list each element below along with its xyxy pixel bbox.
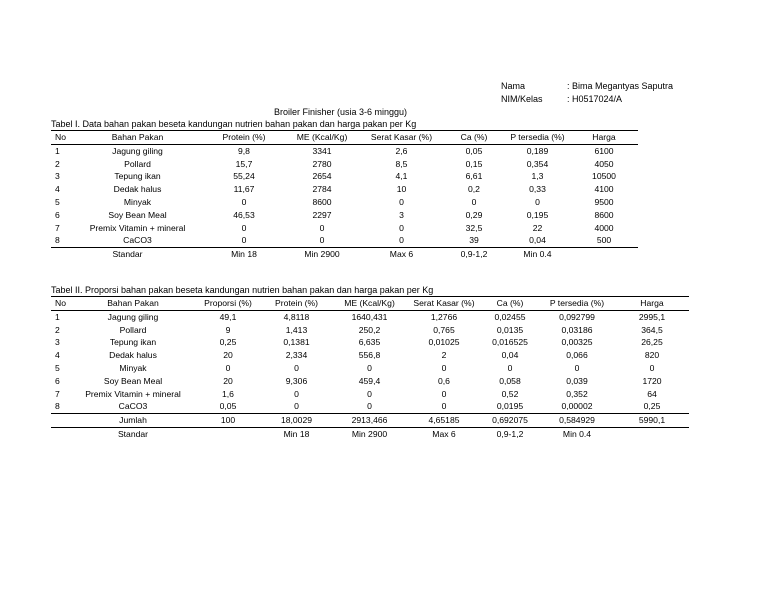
table2-value-cell: 0,04 bbox=[501, 350, 519, 361]
table1-value-cell: 11,67 bbox=[233, 184, 255, 195]
table1-bahan-cell: Tepung ikan bbox=[114, 171, 161, 182]
table2-header-cell: No bbox=[51, 297, 71, 311]
table2-value-cell: 1,6 bbox=[222, 388, 234, 399]
table1-value-cell: 0 bbox=[535, 196, 540, 207]
table2-bahan-cell: Jagung giling bbox=[107, 311, 159, 322]
table2-title: Tabel II. Proporsi bahan pakan beseta kandungan nutrien bahan pakan dan harga pakan per Kg bbox=[51, 285, 434, 295]
table2-value-cell: 26,25 bbox=[641, 337, 663, 348]
table2-value-cell: 20 bbox=[223, 375, 233, 386]
table1-standar-cell: Min 18 bbox=[204, 248, 284, 261]
table1-value-cell: 22 bbox=[532, 222, 543, 233]
table1-row bbox=[51, 170, 638, 183]
table2-standar-cell: 0,9-1,2 bbox=[496, 428, 524, 439]
table1-row bbox=[51, 144, 638, 157]
table1-value-cell: 0 bbox=[399, 235, 404, 246]
table1-value-cell: 32,5 bbox=[465, 222, 483, 233]
table2-standar-cell: Max 6 bbox=[432, 428, 456, 439]
table2-value-cell: 1720 bbox=[642, 375, 662, 386]
table2-value-cell: 0,03186 bbox=[561, 324, 593, 335]
table2-value-cell: 0,52 bbox=[501, 388, 519, 399]
table2-value-cell: 0 bbox=[441, 362, 447, 373]
table1-standar-cell: Max 6 bbox=[360, 248, 443, 261]
table2-value-cell: 1640,431 bbox=[351, 311, 388, 322]
table2-value-cell: 0,039 bbox=[566, 375, 588, 386]
table1-header-cell: Serat Kasar (%) bbox=[360, 131, 443, 145]
table1-value-cell: 10500 bbox=[592, 171, 616, 182]
table2-row bbox=[51, 362, 689, 375]
table2-value-cell: 20 bbox=[223, 350, 233, 361]
table1-no-cell: 4 bbox=[55, 184, 60, 195]
table1-bahan-cell: Jagung giling bbox=[112, 145, 163, 156]
table1-standar-cell: 0,9-1,2 bbox=[443, 248, 505, 261]
table1-no-cell: 7 bbox=[55, 222, 60, 233]
table1-value-cell: 0,29 bbox=[465, 209, 483, 220]
table1-no-cell: 8 bbox=[55, 235, 60, 246]
table2 bbox=[51, 296, 689, 441]
table1-value-cell: 0 bbox=[471, 196, 477, 207]
table1-value-cell: 9,8 bbox=[238, 145, 250, 156]
table1-standar-cell: Min 0.4 bbox=[505, 248, 570, 261]
table1-value-cell: 9500 bbox=[594, 196, 614, 207]
table2-value-cell: 64 bbox=[647, 388, 657, 399]
table1-value-cell: 46,53 bbox=[233, 209, 255, 220]
table2-value-cell: 0,6 bbox=[438, 375, 450, 386]
table2-value-cell: 0,05 bbox=[219, 401, 237, 412]
table1-no-cell: 1 bbox=[55, 145, 60, 156]
table1-value-cell: 4000 bbox=[594, 222, 614, 233]
table2-value-cell: 0,092799 bbox=[559, 311, 595, 322]
table2-no-cell: 5 bbox=[55, 362, 60, 373]
table1-bahan-cell: Soy Bean Meal bbox=[108, 209, 167, 220]
nama-value: : Bima Megantyas Saputra bbox=[567, 81, 674, 91]
table2-value-cell: 0,0135 bbox=[496, 324, 524, 335]
table1-no-cell: 2 bbox=[55, 158, 60, 169]
table2-standar-row bbox=[51, 427, 689, 440]
table2-no-cell: 6 bbox=[55, 375, 60, 386]
table2-value-cell: 2,334 bbox=[285, 350, 308, 361]
table1-no-cell: 6 bbox=[55, 209, 60, 220]
table1-header-cell: Ca (%) bbox=[443, 131, 505, 145]
table2-bahan-cell: Dedak halus bbox=[109, 350, 157, 361]
table2-no-cell: 4 bbox=[55, 350, 60, 361]
table1-value-cell: 8,5 bbox=[395, 158, 408, 169]
table1-standar-cell: Min 2900 bbox=[284, 248, 360, 261]
table2-row bbox=[51, 336, 689, 349]
table2-bahan-cell: Tepung ikan bbox=[109, 337, 157, 348]
table1-row bbox=[51, 196, 638, 209]
table2-value-cell: 49,1 bbox=[219, 311, 237, 322]
table2-bahan-cell: CaCO3 bbox=[118, 401, 148, 412]
table2-value-cell: 0 bbox=[294, 362, 299, 373]
table1-standar-row bbox=[51, 248, 638, 261]
table1-row bbox=[51, 158, 638, 171]
table1-value-cell: 0,195 bbox=[526, 209, 549, 220]
table2-value-cell: 4,8118 bbox=[283, 311, 310, 322]
table1-value-cell: 2297 bbox=[312, 209, 332, 220]
table2-header-cell: Protein (%) bbox=[261, 297, 332, 311]
table1-row bbox=[51, 183, 638, 196]
table2-value-cell: 0,25 bbox=[219, 337, 237, 348]
table1-value-cell: 39 bbox=[469, 235, 479, 246]
table2-no-cell: 2 bbox=[55, 324, 60, 335]
table2-value-cell: 1,2766 bbox=[430, 311, 458, 322]
table1-standar-label: Standar bbox=[51, 248, 204, 261]
table2-no-cell: 1 bbox=[55, 311, 60, 322]
table2-jumlah-cell: 4,65185 bbox=[407, 414, 481, 428]
table1-no-cell: 3 bbox=[55, 171, 60, 182]
table2-value-cell: 556,8 bbox=[358, 350, 381, 361]
table2-value-cell: 0,1381 bbox=[283, 337, 310, 348]
table2-value-cell: 0,25 bbox=[643, 401, 661, 412]
table1-value-cell: 0 bbox=[319, 222, 325, 233]
table2-value-cell: 0 bbox=[367, 401, 372, 412]
table2-value-cell: 820 bbox=[644, 350, 660, 361]
table2-bahan-cell: Premix Vitamin + mineral bbox=[85, 388, 181, 399]
table1-bahan-cell: Pollard bbox=[124, 158, 151, 169]
table1-value-cell: 3341 bbox=[312, 145, 332, 156]
table1-header-cell: Protein (%) bbox=[204, 131, 284, 145]
table2-value-cell: 0,00002 bbox=[561, 401, 593, 412]
table2-row bbox=[51, 310, 689, 323]
table1-value-cell: 0,354 bbox=[526, 158, 549, 169]
table2-value-cell: 364,5 bbox=[641, 324, 663, 335]
table2-value-cell: 0,765 bbox=[433, 324, 455, 335]
table2-value-cell: 250,2 bbox=[358, 324, 381, 335]
table2-value-cell: 9 bbox=[225, 324, 231, 335]
table2-jumlah-cell: 100 bbox=[195, 414, 261, 428]
table1-value-cell: 2780 bbox=[312, 158, 332, 169]
table1-no-cell: 5 bbox=[55, 196, 60, 207]
table1-value-cell: 0 bbox=[241, 222, 247, 233]
table2-header-cell: ME (Kcal/Kg) bbox=[332, 297, 407, 311]
table2-row bbox=[51, 324, 689, 337]
table2-value-cell: 2 bbox=[441, 350, 447, 361]
table1-value-cell: 0,33 bbox=[529, 184, 546, 195]
table2-header-cell: Serat Kasar (%) bbox=[407, 297, 481, 311]
table2-header-cell: Bahan Pakan bbox=[71, 297, 195, 311]
table1-header-cell: ME (Kcal/Kg) bbox=[284, 131, 360, 145]
table1-value-cell: 0 bbox=[241, 196, 247, 207]
table2-value-cell: 0 bbox=[441, 388, 447, 399]
table1-value-cell: 1,3 bbox=[531, 171, 544, 182]
table1-value-cell: 0 bbox=[399, 222, 404, 233]
table2-row bbox=[51, 388, 689, 401]
table2-header-cell: Ca (%) bbox=[481, 297, 539, 311]
table1-header-row bbox=[51, 131, 638, 145]
table2-value-cell: 2995,1 bbox=[638, 311, 666, 322]
table1-value-cell: 2654 bbox=[312, 171, 332, 182]
table2-value-cell: 0,00325 bbox=[561, 337, 593, 348]
table2-value-cell: 0,02455 bbox=[494, 311, 526, 322]
table1-value-cell: 0 bbox=[319, 235, 325, 246]
document-subtitle: Broiler Finisher (usia 3-6 minggu) bbox=[274, 107, 408, 117]
table1-value-cell: 8600 bbox=[594, 209, 614, 220]
table1-value-cell: 4050 bbox=[594, 158, 614, 169]
table1-value-cell: 6,61 bbox=[465, 171, 483, 182]
table1-value-cell: 15,7 bbox=[235, 158, 253, 169]
table1-header-cell: Bahan Pakan bbox=[71, 131, 204, 145]
table2-jumlah-cell: 18,0029 bbox=[261, 414, 332, 428]
table1-value-cell: 4100 bbox=[594, 184, 614, 195]
table1-value-cell: 2,6 bbox=[395, 145, 408, 156]
table2-value-cell: 0,058 bbox=[499, 375, 521, 386]
table2-value-cell: 0 bbox=[294, 401, 299, 412]
table2-bahan-cell: Soy Bean Meal bbox=[103, 375, 163, 386]
table1-value-cell: 2784 bbox=[312, 184, 332, 195]
table2-standar-cell: Min 18 bbox=[283, 428, 310, 439]
table1-value-cell: 0,15 bbox=[465, 158, 483, 169]
table1-header-cell: No bbox=[51, 131, 71, 145]
table1 bbox=[51, 130, 638, 261]
table2-value-cell: 0 bbox=[441, 401, 447, 412]
table2-row bbox=[51, 400, 689, 413]
table1-title: Tabel I. Data bahan pakan beseta kandungan nutrien bahan pakan dan harga pakan per Kg bbox=[51, 119, 417, 129]
table2-jumlah-label: Jumlah bbox=[71, 414, 195, 428]
table2-value-cell: 0,01025 bbox=[428, 337, 460, 348]
table1-value-cell: 4,1 bbox=[395, 171, 408, 182]
table2-value-cell: 0 bbox=[367, 362, 372, 373]
table2-value-cell: 0,066 bbox=[566, 350, 588, 361]
table2-header-cell: Harga bbox=[615, 297, 689, 311]
table1-value-cell: 0 bbox=[241, 235, 247, 246]
table1-value-cell: 8600 bbox=[312, 196, 332, 207]
table1-value-cell: 0,2 bbox=[468, 184, 480, 195]
table2-value-cell: 9,306 bbox=[285, 375, 308, 386]
table2-header-cell: Proporsi (%) bbox=[195, 297, 261, 311]
table2-value-cell: 0,352 bbox=[566, 388, 588, 399]
table2-no-cell: 8 bbox=[55, 401, 60, 412]
table1-value-cell: 0 bbox=[399, 196, 404, 207]
table2-standar-cell: Min 2900 bbox=[351, 428, 388, 439]
table2-value-cell: 1,413 bbox=[285, 324, 308, 335]
table2-no-cell: 7 bbox=[55, 388, 60, 399]
table2-row bbox=[51, 375, 689, 388]
table1-bahan-cell: CaCO3 bbox=[123, 235, 152, 246]
table2-row bbox=[51, 349, 689, 362]
table2-value-cell: 0,016525 bbox=[492, 337, 528, 348]
table2-bahan-cell: Pollard bbox=[119, 324, 147, 335]
table2-value-cell: 6,635 bbox=[358, 337, 381, 348]
table1-value-cell: 0,05 bbox=[465, 145, 483, 156]
table2-value-cell: 0 bbox=[507, 362, 513, 373]
table1-value-cell: 0,04 bbox=[529, 235, 546, 246]
table1-header-cell: Harga bbox=[570, 131, 638, 145]
table2-bahan-cell: Minyak bbox=[119, 362, 147, 373]
table1-bahan-cell: Dedak halus bbox=[113, 184, 162, 195]
table1-value-cell: 500 bbox=[596, 235, 612, 246]
table2-jumlah-cell: 0,692075 bbox=[481, 414, 539, 428]
nama-label: Nama bbox=[501, 81, 526, 91]
table1-bahan-cell: Minyak bbox=[123, 196, 152, 207]
table2-value-cell: 0 bbox=[294, 388, 299, 399]
table2-value-cell: 0 bbox=[225, 362, 231, 373]
table2-jumlah-cell: 2913,466 bbox=[332, 414, 407, 428]
table2-jumlah-row bbox=[51, 414, 689, 428]
table2-header-row bbox=[51, 297, 689, 311]
table1-value-cell: 55,24 bbox=[233, 171, 255, 182]
table2-no-cell: 3 bbox=[55, 337, 60, 348]
table2-standar-label: Standar bbox=[117, 428, 149, 439]
table1-value-cell: 6100 bbox=[594, 145, 614, 156]
table1-value-cell: 10 bbox=[396, 184, 407, 195]
table1-bahan-cell: Premix Vitamin + mineral bbox=[89, 222, 186, 233]
table1-row bbox=[51, 222, 638, 235]
table2-value-cell: 0 bbox=[649, 362, 655, 373]
table2-standar-cell: Min 0.4 bbox=[562, 428, 592, 439]
table1-row bbox=[51, 209, 638, 222]
table2-jumlah-cell: 0,584929 bbox=[539, 414, 615, 428]
table1-header-cell: P tersedia (%) bbox=[505, 131, 570, 145]
table2-value-cell: 0 bbox=[367, 388, 372, 399]
table2-value-cell: 459,4 bbox=[358, 375, 381, 386]
table1-row bbox=[51, 234, 638, 247]
nim-label: NIM/Kelas bbox=[501, 94, 543, 104]
table2-value-cell: 0 bbox=[574, 362, 580, 373]
table2-jumlah-cell: 5990,1 bbox=[615, 414, 689, 428]
table2-header-cell: P tersedia (%) bbox=[539, 297, 615, 311]
table1-value-cell: 3 bbox=[399, 209, 404, 220]
nim-value: : H0517024/A bbox=[567, 94, 623, 104]
table2-value-cell: 0,0195 bbox=[496, 401, 524, 412]
table1-value-cell: 0,189 bbox=[526, 145, 549, 156]
